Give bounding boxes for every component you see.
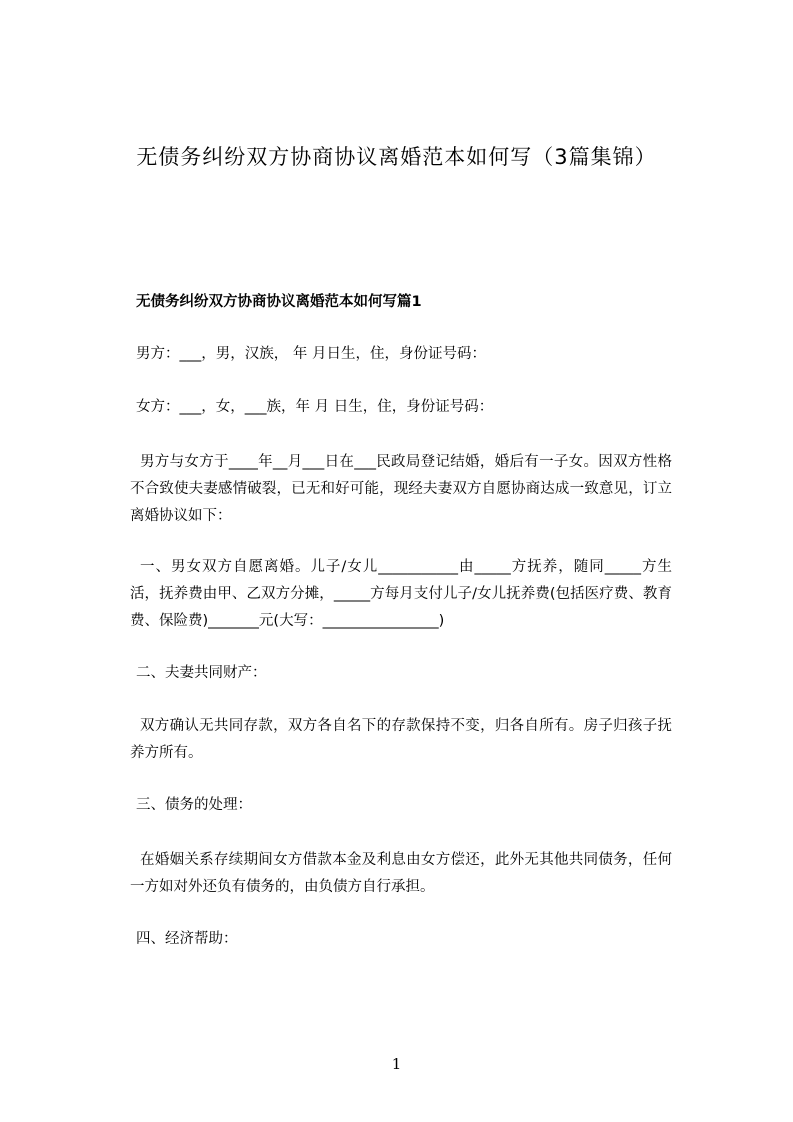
clause-2-heading: 二、夫妻共同财产： [136,665,267,681]
page-number: 1 [391,1055,402,1073]
section-heading: 无债务纠纷双方协商协议离婚范本如何写篇1 [136,294,422,310]
document-title: 无债务纠纷双方协商协议离婚范本如何写（3篇集锦） [136,145,657,169]
woman-info-line: 女方：___，女，___族，年 月 日生，住，身份证号码： [136,399,494,415]
intro-paragraph: 男方与女方于____年__月___日在___民政局登记结婚，婚后有一子女。因双方性格不合致使夫妻感情破裂，已无和好可能，现经夫妻双方自愿协商达成一致意见，订立离婚协议如下： [130,454,672,524]
clause-3-paragraph: 在婚姻关系存续期间女方借款本金及利息由女方偿还，此外无其他共同债务，任何一方如对外还负有债务的，由负债方自行承担。 [130,852,672,895]
clause-1-paragraph: 一、男女双方自愿离婚。儿子/女儿___________由_____方抚养，随同_____方生活，抚养费由甲、乙双方分摊，_____方每月支付儿子/女儿抚养费(包括医疗费、教育费、保险费)_______元(大写：________________) [130,559,672,629]
clause-4-heading: 四、经济帮助： [136,931,238,947]
clause-2-paragraph: 双方确认无共同存款，双方各自名下的存款保持不变，归各自所有。房子归孩子抚养方所有。 [130,718,672,761]
man-info-line: 男方：___，男，汉族， 年 月日生，住，身份证号码： [136,346,486,362]
clause-3-heading: 三、债务的处理： [136,797,252,813]
